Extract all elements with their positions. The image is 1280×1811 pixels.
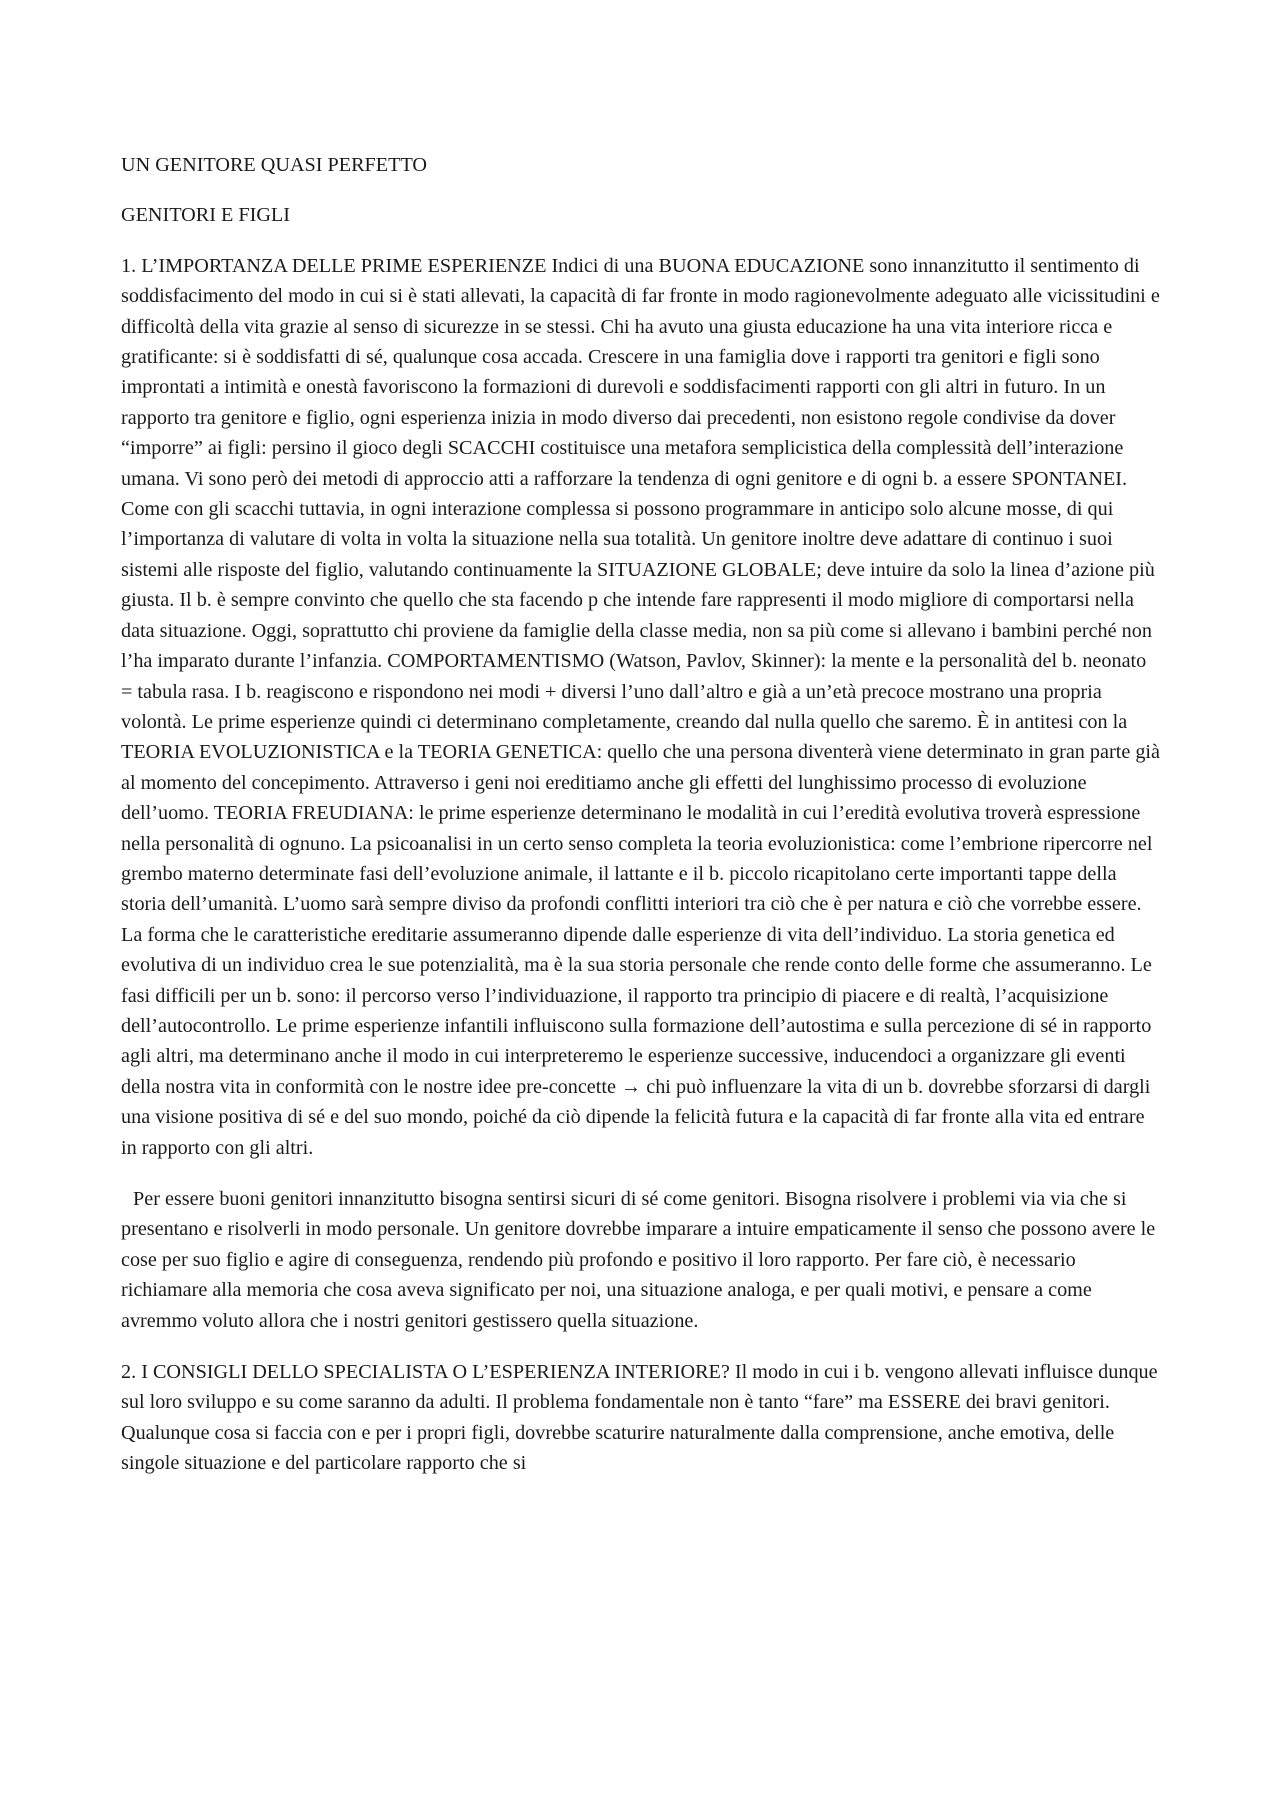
document-body [121,150,1161,1500]
document-title: UN GENITORE QUASI PERFETTO [121,154,427,176]
document-subtitle: GENITORI E FIGLI [121,204,290,227]
section-1-paragraph: 1. L’IMPORTANZA DELLE PRIME ESPERIENZE Indici di una BUONA EDUCAZIONE sono innanzitutto il sentimento di soddisfacimento del modo in cui si è stati allevati, la capacità di far fronte in modo ragionevolmente adeguato alle vicissitudini e difficoltà della vita grazie al senso di sicurezze in se stessi. Chi ha avuto una giusta educazione ha una vita interiore ricca e gratificante: si è soddisfatti di sé, qualunque cosa accada. Crescere in una famiglia dove i rapporti tra genitori e figli sono improntati a intimità e onestà favoriscono la formazioni di durevoli e soddisfacimenti rapporti con gli altri in futuro. In un rapporto tra genitore e figlio, ogni esperienza inizia in modo diverso dai precedenti, non esistono regole condivise da dover “imporre” ai figli: persino il gioco degli SCACCHI costituisce una metafora semplicistica della complessità dell’interazione umana. Vi sono però dei metodi di approccio atti a rafforzare la tendenza di ogni genitore e di ogni b. a essere SPONTANEI. Come con gli scacchi tuttavia, in ogni interazione complessa si possono programmare in anticipo solo alcune mosse, di qui l’importanza di valutare di volta in volta la situazione nella sua totalità. Un genitore inoltre deve adattare di continuo i suoi sistemi alle risposte del figlio, valutando continuamente la SITUAZIONE GLOBALE; deve intuire da solo la linea d’azione più giusta. Il b. è sempre convinto che quello che sta facendo p che intende fare rappresenti il modo migliore di comportarsi nella data situazione. Oggi, soprattutto chi proviene da famiglie della classe media, non sa più come si allevano i bambini perché non l’ha imparato durante l’infanzia. COMPORTAMENTISMO (Watson, Pavlov, Skinner): la mente e la personalità del b. neonato = tabula rasa. I b. reagiscono e rispondono nei modi + diversi l’uno dall’altro e già a un’età precoce mostrano una propria volontà. Le prime esperienze quindi ci determinano completamente, creando dal nulla quello che saremo. È in antitesi con la TEORIA EVOLUZIONISTICA e la TEORIA GENETICA: quello che una persona diventerà viene determinato in gran parte già al momento del concepimento. Attraverso i geni noi ereditiamo anche gli effetti del lunghissimo processo di evoluzione dell’uomo. TEORIA FREUDIANA: le prime esperienze determinano le modalità in cui l’eredità evolutiva troverà espressione nella personalità di ognuno. La psicoanalisi in un certo senso completa la teoria evoluzionistica: come l’embrione ripercorre nel grembo materno determinate fasi dell’evoluzione animale, il lattante e il b. piccolo ricapitolano certe importanti tappe della storia dell’umanità. L’uomo sarà sempre diviso da profondi conflitti interiori tra ciò che è per natura e ciò che vorrebbe essere. La forma che le caratteristiche ereditarie assumeranno dipende dalle esperienze di vita dell’individuo. La storia genetica ed evolutiva di un individuo crea le sue potenzialità, ma è la sua storia personale che rende conto delle forme che assumeranno. Le fasi difficili per un b. sono: il percorso verso l’individuazione, il rapporto tra principio di piacere e di realtà, l’acquisizione dell’autocontrollo. Le prime esperienze infantili influiscono sulla formazione dell’autostima e sulla percezione di sé in rapporto agli altri, ma determinano anche il modo in cui interpreteremo le esperienze successive, inducendoci a organizzare gli eventi della nostra vita in conformità con le nostre idee pre-concette → chi può influenzare la vita di un b. dovrebbe sforzarsi di dargli una visione positiva di sé e del suo mondo, poiché da ciò dipende la felicità futura e la capacità di far fronte alla vita ed entrare in rapporto con gli altri. [121,254,1160,1159]
section-2-paragraph: 2. I CONSIGLI DELLO SPECIALISTA O L’ESPERIENZA INTERIORE? Il modo in cui i b. vengono allevati influisce dunque sul loro sviluppo e su come saranno da adulti. Il problema fondamentale non è tanto “fare” ma ESSERE dei bravi genitori. Qualunque cosa si faccia con e per i propri figli, dovrebbe scaturire naturalmente dalla comprensione, anche emotiva, delle singole situazione e del particolare rapporto che si [121,1361,1158,1475]
section-1-continuation-paragraph: Per essere buoni genitori innanzitutto bisogna sentirsi sicuri di sé come genitori. Bisogna risolvere i problemi via via che si presentano e risolverli in modo personale. Un genitore dovrebbe imparare a intuire empaticamente il senso che possono avere le cose per suo figlio e agire di conseguenza, rendendo più profondo e positivo il loro rapporto. Per fare ciò, è necessario richiamare alla memoria che cosa aveva significato per noi, una situazione analoga, e per quali motivi, e pensare a come avremmo voluto allora che i nostri genitori gestissero quella situazione. [121,1188,1156,1332]
